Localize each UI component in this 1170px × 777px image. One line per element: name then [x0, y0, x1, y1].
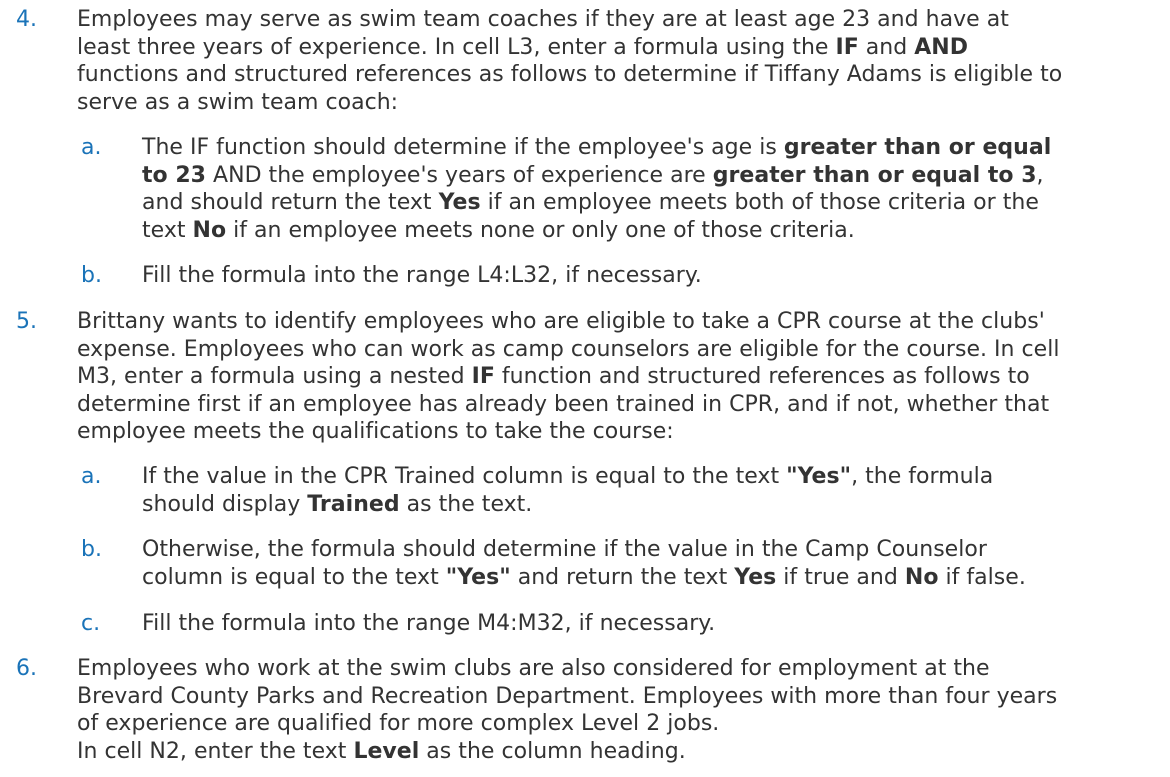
bold-term: greater than or equal to 3 — [712, 162, 1037, 188]
text-line: Otherwise, the formula should determine if the value in the Camp Counselor — [142, 537, 987, 562]
text-line: M3, enter a formula using a nested IF function and structured references as follows to — [77, 364, 1030, 390]
item-text — [77, 6, 1062, 116]
bold-term: AND — [914, 34, 969, 60]
bold-term: Trained — [307, 491, 400, 517]
text-line: Employees may serve as swim team coaches if they are at least age 23 and have at — [77, 7, 1009, 32]
text-line: functions and structured references as follows to determine if Tiffany Adams is eligible to — [77, 62, 1063, 88]
text-line: Fill the formula into the range M4:M32, if necessary. — [142, 611, 716, 636]
bold-term: to 23 — [142, 162, 207, 188]
bold-term: No — [192, 217, 227, 243]
item-number: 5. — [16, 309, 37, 334]
sub-item-label: c. — [81, 611, 101, 636]
text-line: and should return the text Yes if an employee meets both of those criteria or the — [142, 190, 1039, 216]
item-text — [77, 308, 1059, 446]
text-line: Employees who work at the swim clubs are also considered for employment at the — [77, 656, 990, 681]
sub-item-text — [142, 536, 1026, 591]
item-number: 6. — [16, 656, 37, 681]
sub-item-label: b. — [81, 263, 102, 288]
sub-item-label: a. — [81, 135, 102, 160]
sub-item-text — [142, 262, 702, 290]
bold-term: IF — [835, 34, 859, 60]
bold-term: No — [904, 564, 939, 590]
item-number: 4. — [16, 7, 37, 32]
bold-term: Level — [353, 738, 420, 764]
text-line: Brittany wants to identify employees who are eligible to take a CPR course at the clubs' — [77, 309, 1045, 334]
text-line: least three years of experience. In cell L3, enter a formula using the IF and AND — [77, 34, 969, 60]
text-line: determine first if an employee has already been trained in CPR, and if not, whether that — [77, 391, 1050, 417]
sub-item-label: a. — [81, 464, 102, 489]
bold-term: IF — [471, 364, 495, 390]
sub-item-label: b. — [81, 537, 102, 562]
text-line: The IF function should determine if the employee's age is greater than or equal — [142, 135, 1052, 160]
bold-term: "Yes" — [445, 564, 511, 590]
text-line: of experience are qualified for more complex Level 2 jobs. — [77, 711, 720, 737]
bold-term: Yes — [438, 190, 481, 216]
item-text — [77, 655, 1057, 765]
sub-item-text — [142, 134, 1051, 244]
text-line: If the value in the CPR Trained column is equal to the text "Yes", the formula — [142, 464, 994, 489]
text-line: Fill the formula into the range L4:L32, if necessary. — [142, 263, 702, 288]
bold-term: Yes — [734, 564, 777, 590]
text-line: In cell N2, enter the text Level as the column heading. — [77, 738, 686, 764]
text-line: expense. Employees who can work as camp counselors are eligible for the course. In cell — [77, 336, 1060, 362]
bold-term: greater than or equal — [783, 135, 1052, 160]
bold-term: "Yes" — [786, 464, 852, 489]
sub-item-text — [142, 463, 993, 518]
text-line: to 23 AND the employee's years of experience are greater than or equal to 3, — [142, 162, 1044, 188]
text-line: employee meets the qualifications to take the course: — [77, 419, 674, 445]
text-line: text No if an employee meets none or only one of those criteria. — [142, 217, 855, 243]
text-line: column is equal to the text "Yes" and return the text Yes if true and No if false. — [142, 564, 1026, 590]
sub-item-text — [142, 610, 715, 638]
text-line: serve as a swim team coach: — [77, 89, 399, 115]
text-line: should display Trained as the text. — [142, 491, 533, 517]
text-line: Brevard County Parks and Recreation Department. Employees with more than four years — [77, 683, 1058, 709]
